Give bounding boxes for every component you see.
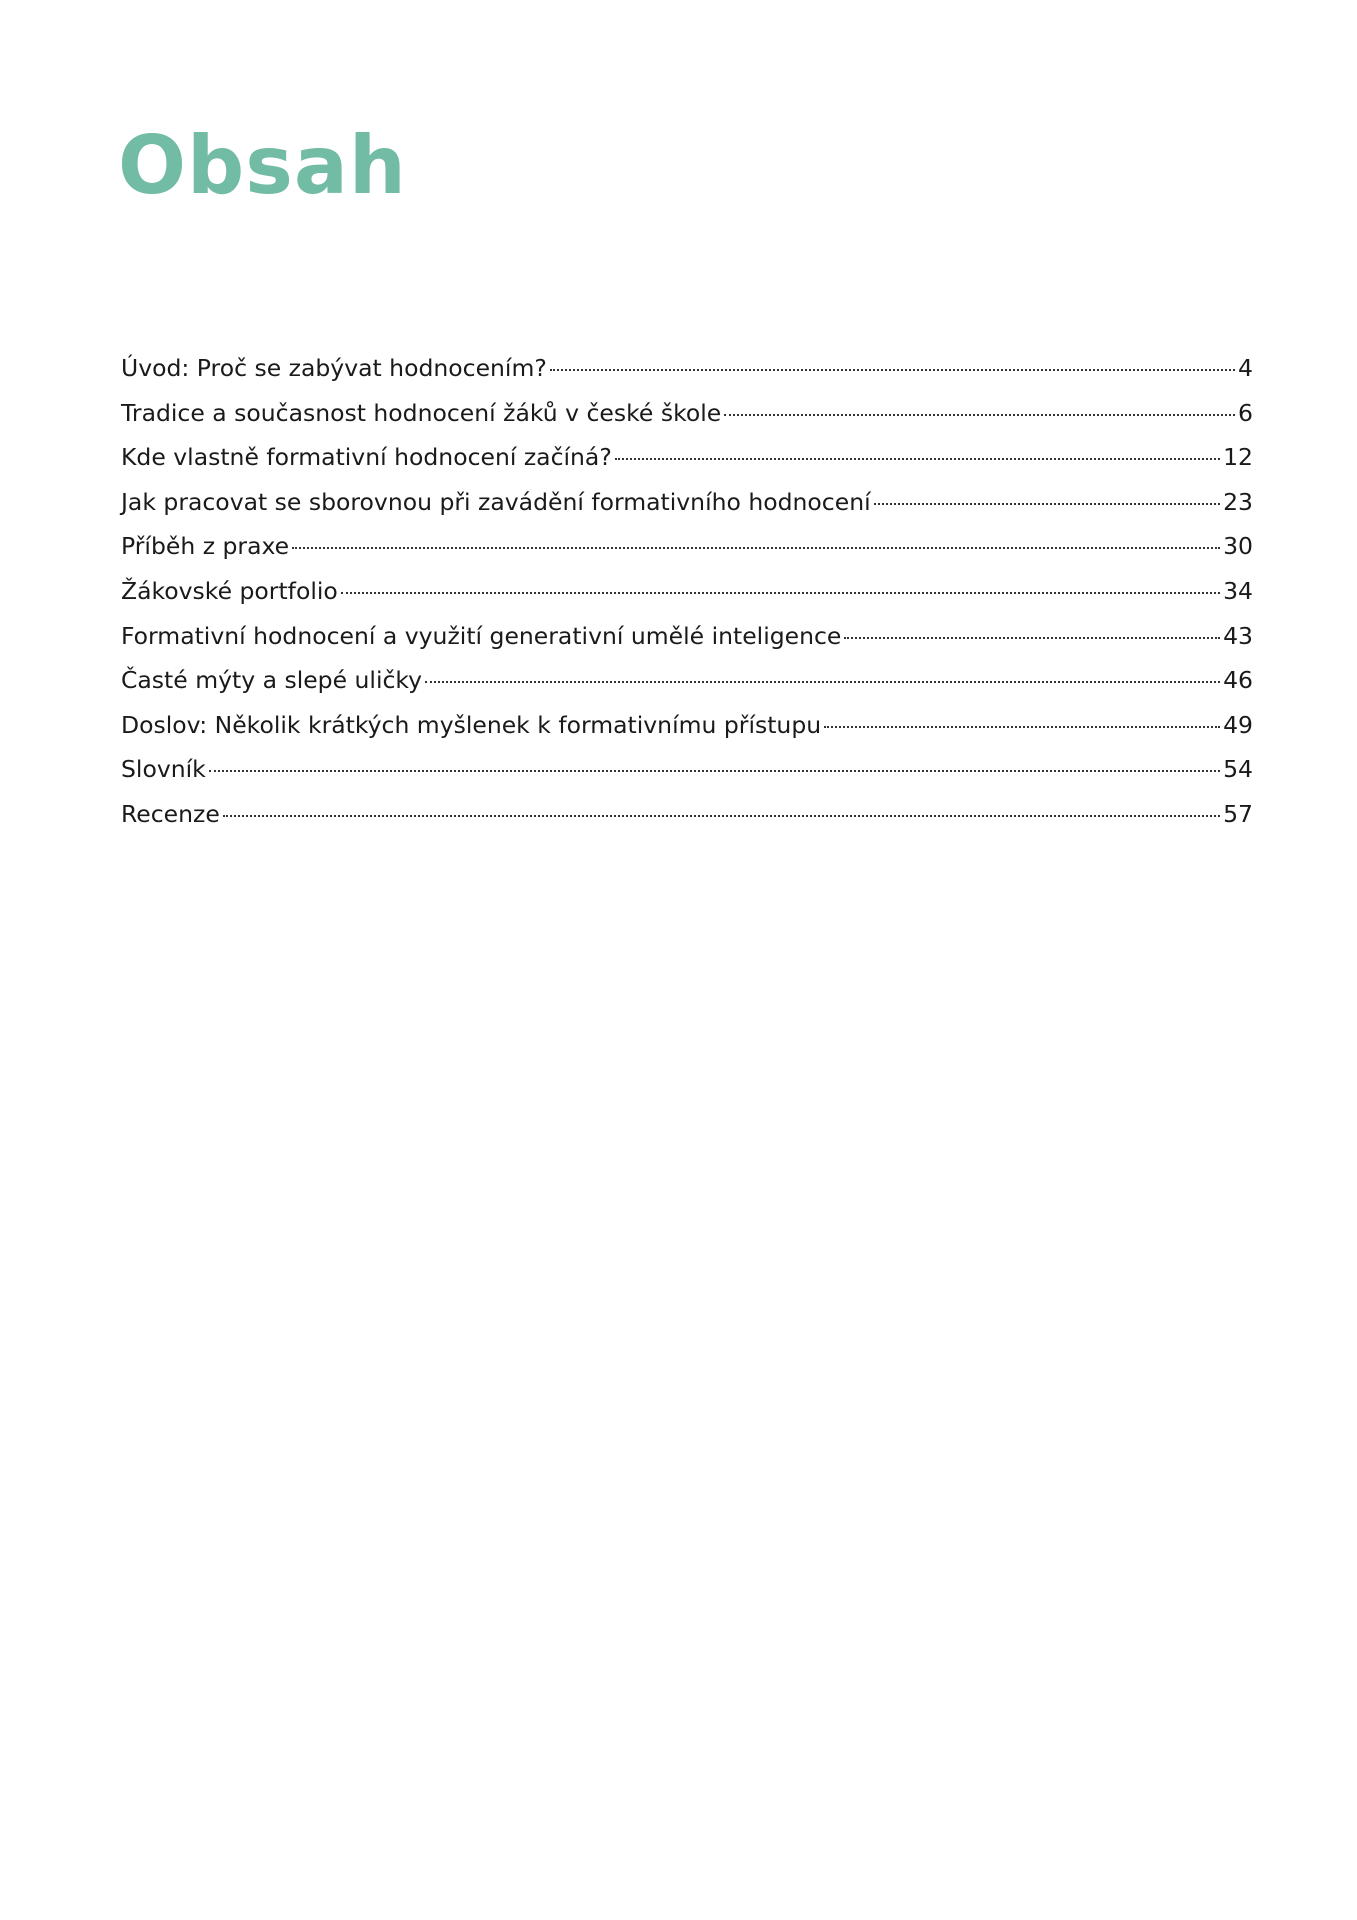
toc-entry-label: Úvod: Proč se zabývat hodnocením? (121, 354, 547, 382)
toc-entry-page-number: 49 (1223, 710, 1253, 739)
toc-entry[interactable] (121, 346, 1253, 391)
toc-entry-label: Žákovské portfolio (121, 576, 338, 605)
toc-entry-page-number: 4 (1238, 354, 1253, 382)
toc-entry-label: Formativní hodnocení a využití generativní umělé inteligence (121, 621, 842, 650)
toc-entry-label: Tradice a současnost hodnocení žáků v české škole (121, 398, 722, 427)
toc-entry[interactable] (121, 614, 1253, 659)
dot-leader (209, 770, 1220, 772)
toc-entry-page-number: 12 (1223, 443, 1253, 472)
toc-entry-label: Doslov: Několik krátkých myšlenek k formativnímu přístupu (121, 710, 822, 739)
toc-entry[interactable] (121, 569, 1253, 614)
toc-entry[interactable] (121, 524, 1253, 569)
toc-entry-label: Recenze (121, 799, 220, 828)
toc-entry-label: Příběh z praxe (121, 532, 290, 561)
toc-entry-label: Kde vlastně formativní hodnocení začíná? (121, 443, 612, 472)
toc-entry-page-number: 34 (1223, 576, 1253, 605)
toc-entry[interactable] (121, 792, 1253, 837)
toc-entry-page-number: 23 (1223, 487, 1253, 516)
dot-leader (874, 503, 1220, 505)
toc-entry-label: Slovník (121, 755, 206, 784)
dot-leader (425, 681, 1220, 683)
toc-entry[interactable] (121, 480, 1253, 525)
toc-entry[interactable] (121, 747, 1253, 792)
toc-entry-page-number: 43 (1223, 621, 1253, 650)
toc-entry-page-number: 46 (1223, 666, 1253, 695)
page-title: Obsah (118, 119, 407, 212)
dot-leader (292, 547, 1220, 549)
dot-leader (550, 369, 1235, 371)
dot-leader (341, 592, 1220, 594)
table-of-contents (121, 346, 1253, 837)
toc-entry[interactable] (121, 391, 1253, 436)
dot-leader (844, 637, 1220, 639)
dot-leader (724, 414, 1235, 416)
toc-entry-page-number: 30 (1223, 532, 1253, 561)
dot-leader (824, 726, 1220, 728)
dot-leader (223, 815, 1220, 817)
toc-entry-page-number: 6 (1238, 398, 1253, 427)
toc-entry-page-number: 54 (1223, 755, 1253, 784)
toc-entry[interactable] (121, 703, 1253, 748)
toc-entry-label: Časté mýty a slepé uličky (121, 666, 423, 695)
dot-leader (615, 458, 1220, 460)
toc-entry[interactable] (121, 658, 1253, 703)
toc-entry-page-number: 57 (1223, 799, 1253, 828)
toc-entry[interactable] (121, 435, 1253, 480)
toc-entry-label: Jak pracovat se sborovnou při zavádění formativního hodnocení (121, 487, 871, 516)
